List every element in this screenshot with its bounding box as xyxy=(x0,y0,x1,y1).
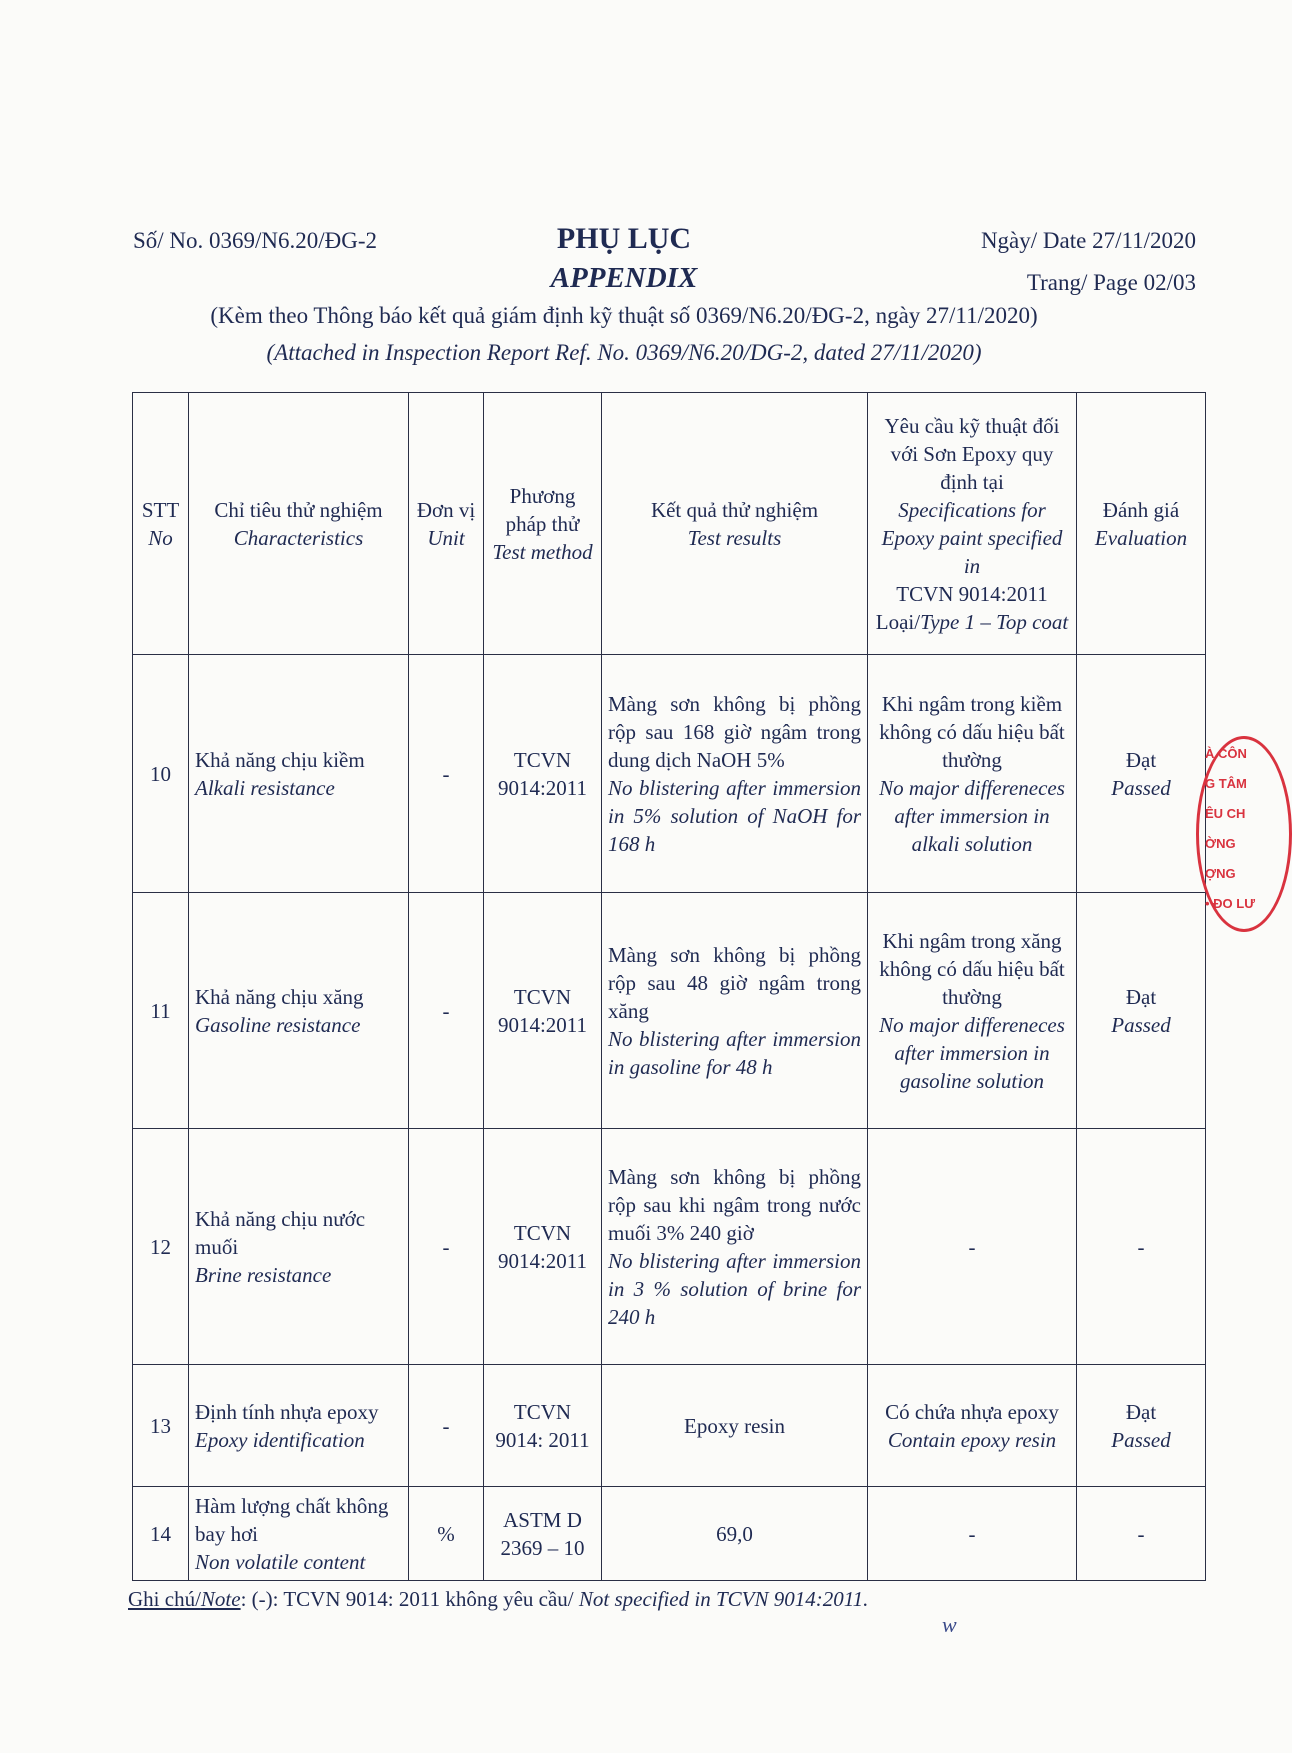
characteristic-cell: Khả năng chịu nước muối Brine resistance xyxy=(189,1129,409,1365)
table-row xyxy=(133,1487,1206,1581)
characteristic-cell: Định tính nhựa epoxy Epoxy identification xyxy=(189,1365,409,1487)
characteristic-cell: Khả năng chịu kiềm Alkali resistance xyxy=(189,655,409,893)
specification-cell: Có chứa nhựa epoxy Contain epoxy resin xyxy=(868,1365,1077,1487)
unit-cell: - xyxy=(409,1365,484,1487)
result-cell: Màng sơn không bị phồng rộp sau 48 giờ ngâm trong xăng No blistering after immersion in gasoline for 48 h xyxy=(602,893,868,1129)
header-specifications: Yêu cầu kỹ thuật đối với Sơn Epoxy quy định tại Specifications for Epoxy paint specified in TCVN 9014:2011 Loại/Type 1 – Top coat xyxy=(868,393,1077,655)
specification-cell: - xyxy=(868,1487,1077,1581)
footnote-text-vi: : (-): TCVN 9014: 2011 không yêu cầu/ xyxy=(240,1587,579,1611)
header-unit: Đơn vị Unit xyxy=(409,393,484,655)
footnote-text-en: Not specified in TCVN 9014:2011. xyxy=(578,1587,869,1611)
unit-cell: - xyxy=(409,1129,484,1365)
specification-cell: Khi ngâm trong kiềm không có dấu hiệu bất thường No major differeneces after immersion in alkali solution xyxy=(868,655,1077,893)
evaluation-cell: Đạt Passed xyxy=(1077,655,1206,893)
row-number: 13 xyxy=(133,1365,189,1487)
table-row xyxy=(133,893,1206,1129)
header-characteristics: Chỉ tiêu thử nghiệm Characteristics xyxy=(189,393,409,655)
attachment-note-vi: (Kèm theo Thông báo kết quả giám định kỹ thuật số 0369/N6.20/ĐG-2, ngày 27/11/2020) xyxy=(210,303,1038,328)
method-cell: TCVN 9014:2011 xyxy=(484,1129,602,1365)
result-cell: Màng sơn không bị phồng rộp sau 168 giờ ngâm trong dung dịch NaOH 5% No blistering after immersion in 5% solution of NaOH for 168 h xyxy=(602,655,868,893)
row-number: 14 xyxy=(133,1487,189,1581)
row-number: 10 xyxy=(133,655,189,893)
header-test-method: Phương pháp thử Test method xyxy=(484,393,602,655)
handwritten-initial: w xyxy=(942,1612,957,1637)
page-number: Trang/ Page 02/03 xyxy=(1026,270,1196,295)
characteristic-cell: Hàm lượng chất không bay hơi Non volatile content xyxy=(189,1487,409,1581)
document-date: Ngày/ Date 27/11/2020 xyxy=(980,228,1196,253)
specification-cell: Khi ngâm trong xăng không có dấu hiệu bất thường No major differeneces after immersion in gasoline solution xyxy=(868,893,1077,1129)
title-english: APPENDIX xyxy=(550,262,698,294)
result-cell: Epoxy resin xyxy=(602,1365,868,1487)
table-row xyxy=(133,1129,1206,1365)
attachment-note-en: (Attached in Inspection Report Ref. No. 0369/N6.20/DG-2, dated 27/11/2020) xyxy=(266,340,982,365)
document-number: Số/ No. 0369/N6.20/ĐG-2 xyxy=(133,228,378,253)
footnote-label-vi: Ghi chú/ xyxy=(128,1587,201,1611)
method-cell: TCVN 9014:2011 xyxy=(484,655,602,893)
method-cell: TCVN 9014: 2011 xyxy=(484,1365,602,1487)
result-cell: Màng sơn không bị phồng rộp sau khi ngâm trong nước muối 3% 240 giờ No blistering after immersion in 3 % solution of brine for 240 h xyxy=(602,1129,868,1365)
characteristic-cell: Khả năng chịu xăng Gasoline resistance xyxy=(189,893,409,1129)
method-cell: TCVN 9014:2011 xyxy=(484,893,602,1129)
footnote xyxy=(128,1587,868,1612)
row-number: 11 xyxy=(133,893,189,1129)
header-test-results: Kết quả thử nghiệm Test results xyxy=(602,393,868,655)
table-row xyxy=(133,1365,1206,1487)
specification-cell: - xyxy=(868,1129,1077,1365)
unit-cell: % xyxy=(409,1487,484,1581)
header-stt: STT No xyxy=(133,393,189,655)
table-header-row xyxy=(133,393,1206,655)
header-evaluation: Đánh giá Evaluation xyxy=(1077,393,1206,655)
evaluation-cell: - xyxy=(1077,1129,1206,1365)
footnote-label-en: Note xyxy=(200,1587,241,1611)
evaluation-cell: - xyxy=(1077,1487,1206,1581)
unit-cell: - xyxy=(409,893,484,1129)
evaluation-cell: Đạt Passed xyxy=(1077,1365,1206,1487)
table-row xyxy=(133,655,1206,893)
title-vietnamese: PHỤ LỤC xyxy=(556,222,692,255)
result-cell: 69,0 xyxy=(602,1487,868,1581)
row-number: 12 xyxy=(133,1129,189,1365)
red-seal-stamp: À CÔN G TÂM ÊU CH ỜNG ỢNG • ĐO LƯ xyxy=(1196,736,1292,932)
unit-cell: - xyxy=(409,655,484,893)
appendix-table xyxy=(132,392,1206,1581)
evaluation-cell: Đạt Passed xyxy=(1077,893,1206,1129)
method-cell: ASTM D 2369 – 10 xyxy=(484,1487,602,1581)
